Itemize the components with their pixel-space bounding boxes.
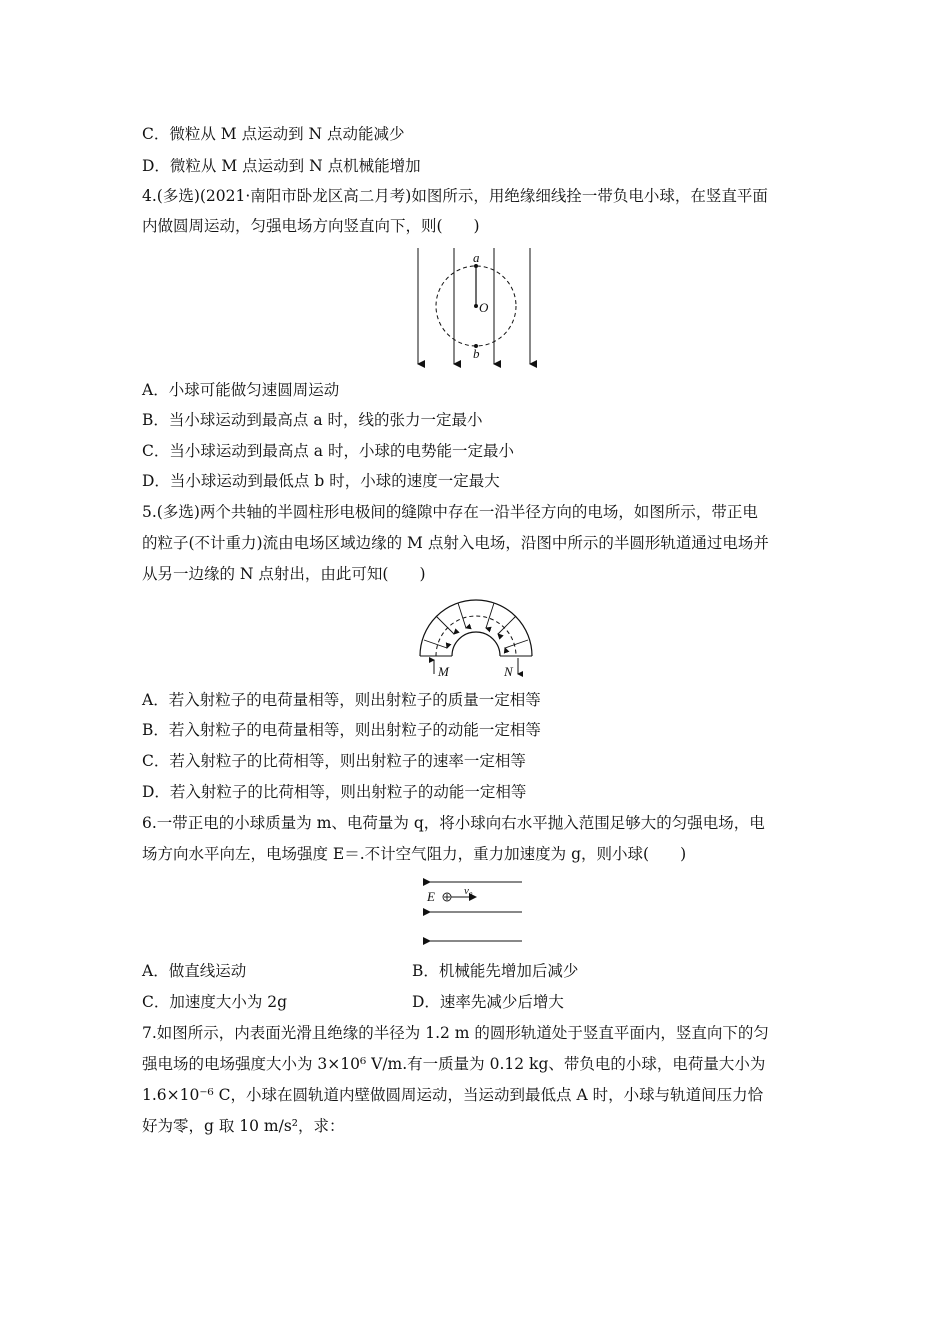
q5-stem-line2: 的粒子(不计重力)流由电场区域边缘的 M 点射入电场，沿图中所示的半圆形轨道通过电场并 [142, 534, 769, 552]
q4-option-a: A．小球可能做匀速圆周运动 [142, 381, 340, 399]
q4-stem-line2: 内做圆周运动，匀强电场方向竖直向下，则( ) [142, 217, 480, 235]
fig6-label-v0: v₀ [464, 885, 473, 897]
q6-option-b: B．机械能先增加后减少 [412, 962, 579, 980]
q6-option-c: C．加速度大小为 2g [142, 993, 288, 1011]
q7-stem-line4: 好为零，g 取 10 m/s²，求： [142, 1117, 345, 1135]
q4-option-b: B．当小球运动到最高点 a 时，线的张力一定最小 [142, 411, 483, 429]
q3-option-d: D．微粒从 M 点运动到 N 点机械能增加 [142, 157, 421, 175]
q6-option-d: D．速率先减少后增大 [412, 993, 564, 1011]
q6-option-a: A．做直线运动 [142, 962, 247, 980]
q4-option-c: C．当小球运动到最高点 a 时，小球的电势能一定最小 [142, 442, 514, 460]
fig6-label-e: E [427, 889, 435, 904]
q5-option-a: A．若入射粒子的电荷量相等，则出射粒子的质量一定相等 [142, 691, 541, 709]
fig5-label-n: N [504, 664, 513, 679]
fig5-label-m: M [438, 664, 449, 679]
q6-stem-line1: 6.一带正电的小球质量为 m、电荷量为 q，将小球向右水平抛入范围足够大的匀强电场，电 [142, 814, 765, 832]
q4-option-d: D．当小球运动到最低点 b 时，小球的速度一定最大 [142, 472, 500, 490]
q5-stem-line1: 5.(多选)两个共轴的半圆柱形电极间的缝隙中存在一沿半径方向的电场，如图所示，带正电 [142, 503, 758, 521]
q6-figure [422, 874, 526, 948]
q5-figure [412, 594, 542, 684]
q4-stem-line1: 4.(多选)(2021·南阳市卧龙区高二月考)如图所示，用绝缘细线拴一带负电小球，在竖直平面 [142, 187, 768, 205]
q5-option-b: B．若入射粒子的电荷量相等，则出射粒子的动能一定相等 [142, 721, 541, 739]
q3-option-c: C．微粒从 M 点运动到 N 点动能减少 [142, 125, 405, 143]
fig4-label-a: a [473, 250, 480, 265]
q7-stem-line2: 强电场的电场强度大小为 3×10⁶ V/m.有一质量为 0.12 kg、带负电的小球，电荷量大小为 [142, 1055, 766, 1073]
q7-stem-line3: 1.6×10⁻⁶ C，小球在圆轨道内壁做圆周运动，当运动到最低点 A 时，小球与轨道间压力恰 [142, 1086, 764, 1104]
q5-stem-line3: 从另一边缘的 N 点射出，由此可知( ) [142, 565, 426, 583]
q5-option-d: D．若入射粒子的比荷相等，则出射粒子的动能一定相等 [142, 783, 527, 801]
fig4-label-o: O [479, 300, 489, 315]
q5-option-c: C．若入射粒子的比荷相等，则出射粒子的速率一定相等 [142, 752, 526, 770]
q4-figure [408, 246, 538, 370]
q7-stem-line1: 7.如图所示，内表面光滑且绝缘的半径为 1.2 m 的圆形轨道处于竖直平面内，竖直向下的匀 [142, 1024, 769, 1042]
fig4-label-b: b [473, 346, 480, 361]
q6-stem-line2: 场方向水平向左，电场强度 E＝.不计空气阻力，重力加速度为 g，则小球( ) [142, 845, 687, 863]
